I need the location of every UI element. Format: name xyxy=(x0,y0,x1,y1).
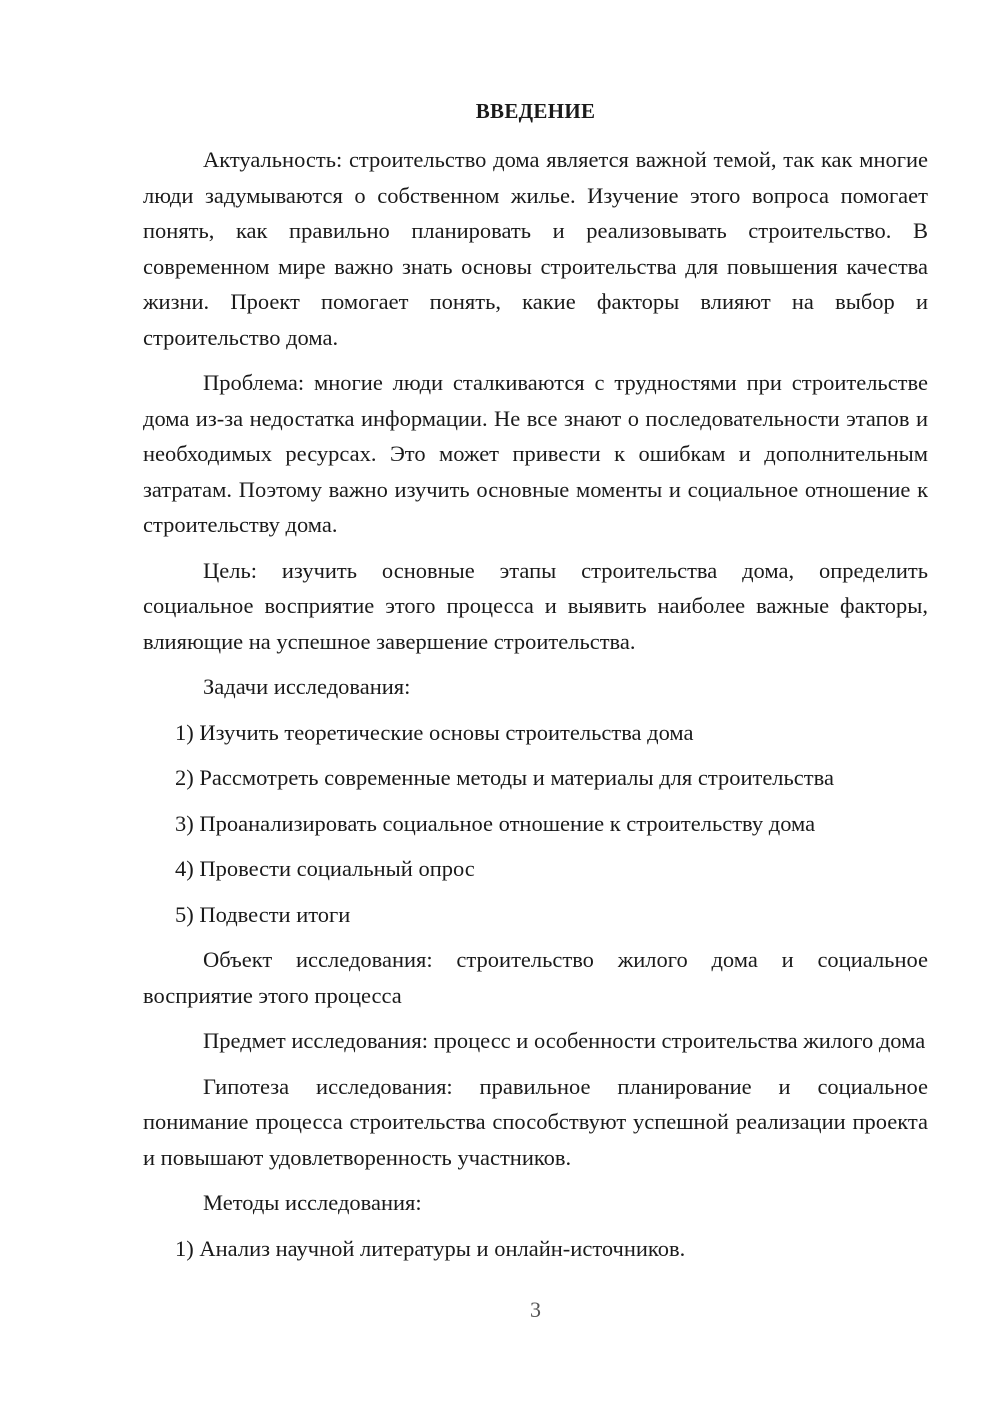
task-item: 1) Изучить теоретические основы строительства дома xyxy=(175,719,694,745)
relevance-paragraph: Актуальность: строительство дома является важной темой, так как многие люди задумываются о собственном жилье. Изучение этого вопроса помогает понять, как правильно планировать и реализовывать строительство. В современном мире важно знать основы строительства для повышения качества жизни. Проект помогает понять, какие факторы влияют на выбор и строительство дома. xyxy=(143,147,928,350)
subject-paragraph: Предмет исследования: процесс и особенности строительства жилого дома xyxy=(203,1028,926,1053)
hypothesis-paragraph: Гипотеза исследования: правильное планирование и социальное понимание процесса строительства способствуют успешной реализации проекта и повышают удовлетворенность участников. xyxy=(143,1073,928,1170)
document-body xyxy=(143,142,928,1276)
tasks-label: Задачи исследования: xyxy=(203,674,411,699)
task-item: 4) Провести социальный опрос xyxy=(175,856,475,881)
problem-paragraph: Проблема: многие люди сталкиваются с трудностями при строительстве дома из-за недостатка информации. Не все знают о последовательности этапов и необходимых ресурсах. Это может привести к ошибкам и дополнительным затратам. Поэтому важно изучить основные моменты и социальное отношение к строительству дома. xyxy=(143,370,928,537)
task-item: 5) Подвести итоги xyxy=(175,901,351,927)
task-item: 3) Проанализировать социальное отношение к строительству дома xyxy=(175,810,816,836)
goal-paragraph: Цель: изучить основные этапы строительства дома, определить социальное восприятие этого процесса и выявить наиболее важные факторы, влияющие на успешное завершение строительства. xyxy=(143,557,928,654)
task-item: 2) Рассмотреть современные методы и материалы для строительства xyxy=(175,765,834,790)
page-number: 3 xyxy=(530,1297,541,1322)
method-item: 1) Анализ научной литературы и онлайн-источников. xyxy=(175,1235,686,1261)
methods-label: Методы исследования: xyxy=(203,1190,422,1215)
object-paragraph: Объект исследования: строительство жилого дома и социальное восприятие этого процесса xyxy=(143,947,928,1008)
section-heading: ВВЕДЕНИЕ xyxy=(475,99,596,123)
